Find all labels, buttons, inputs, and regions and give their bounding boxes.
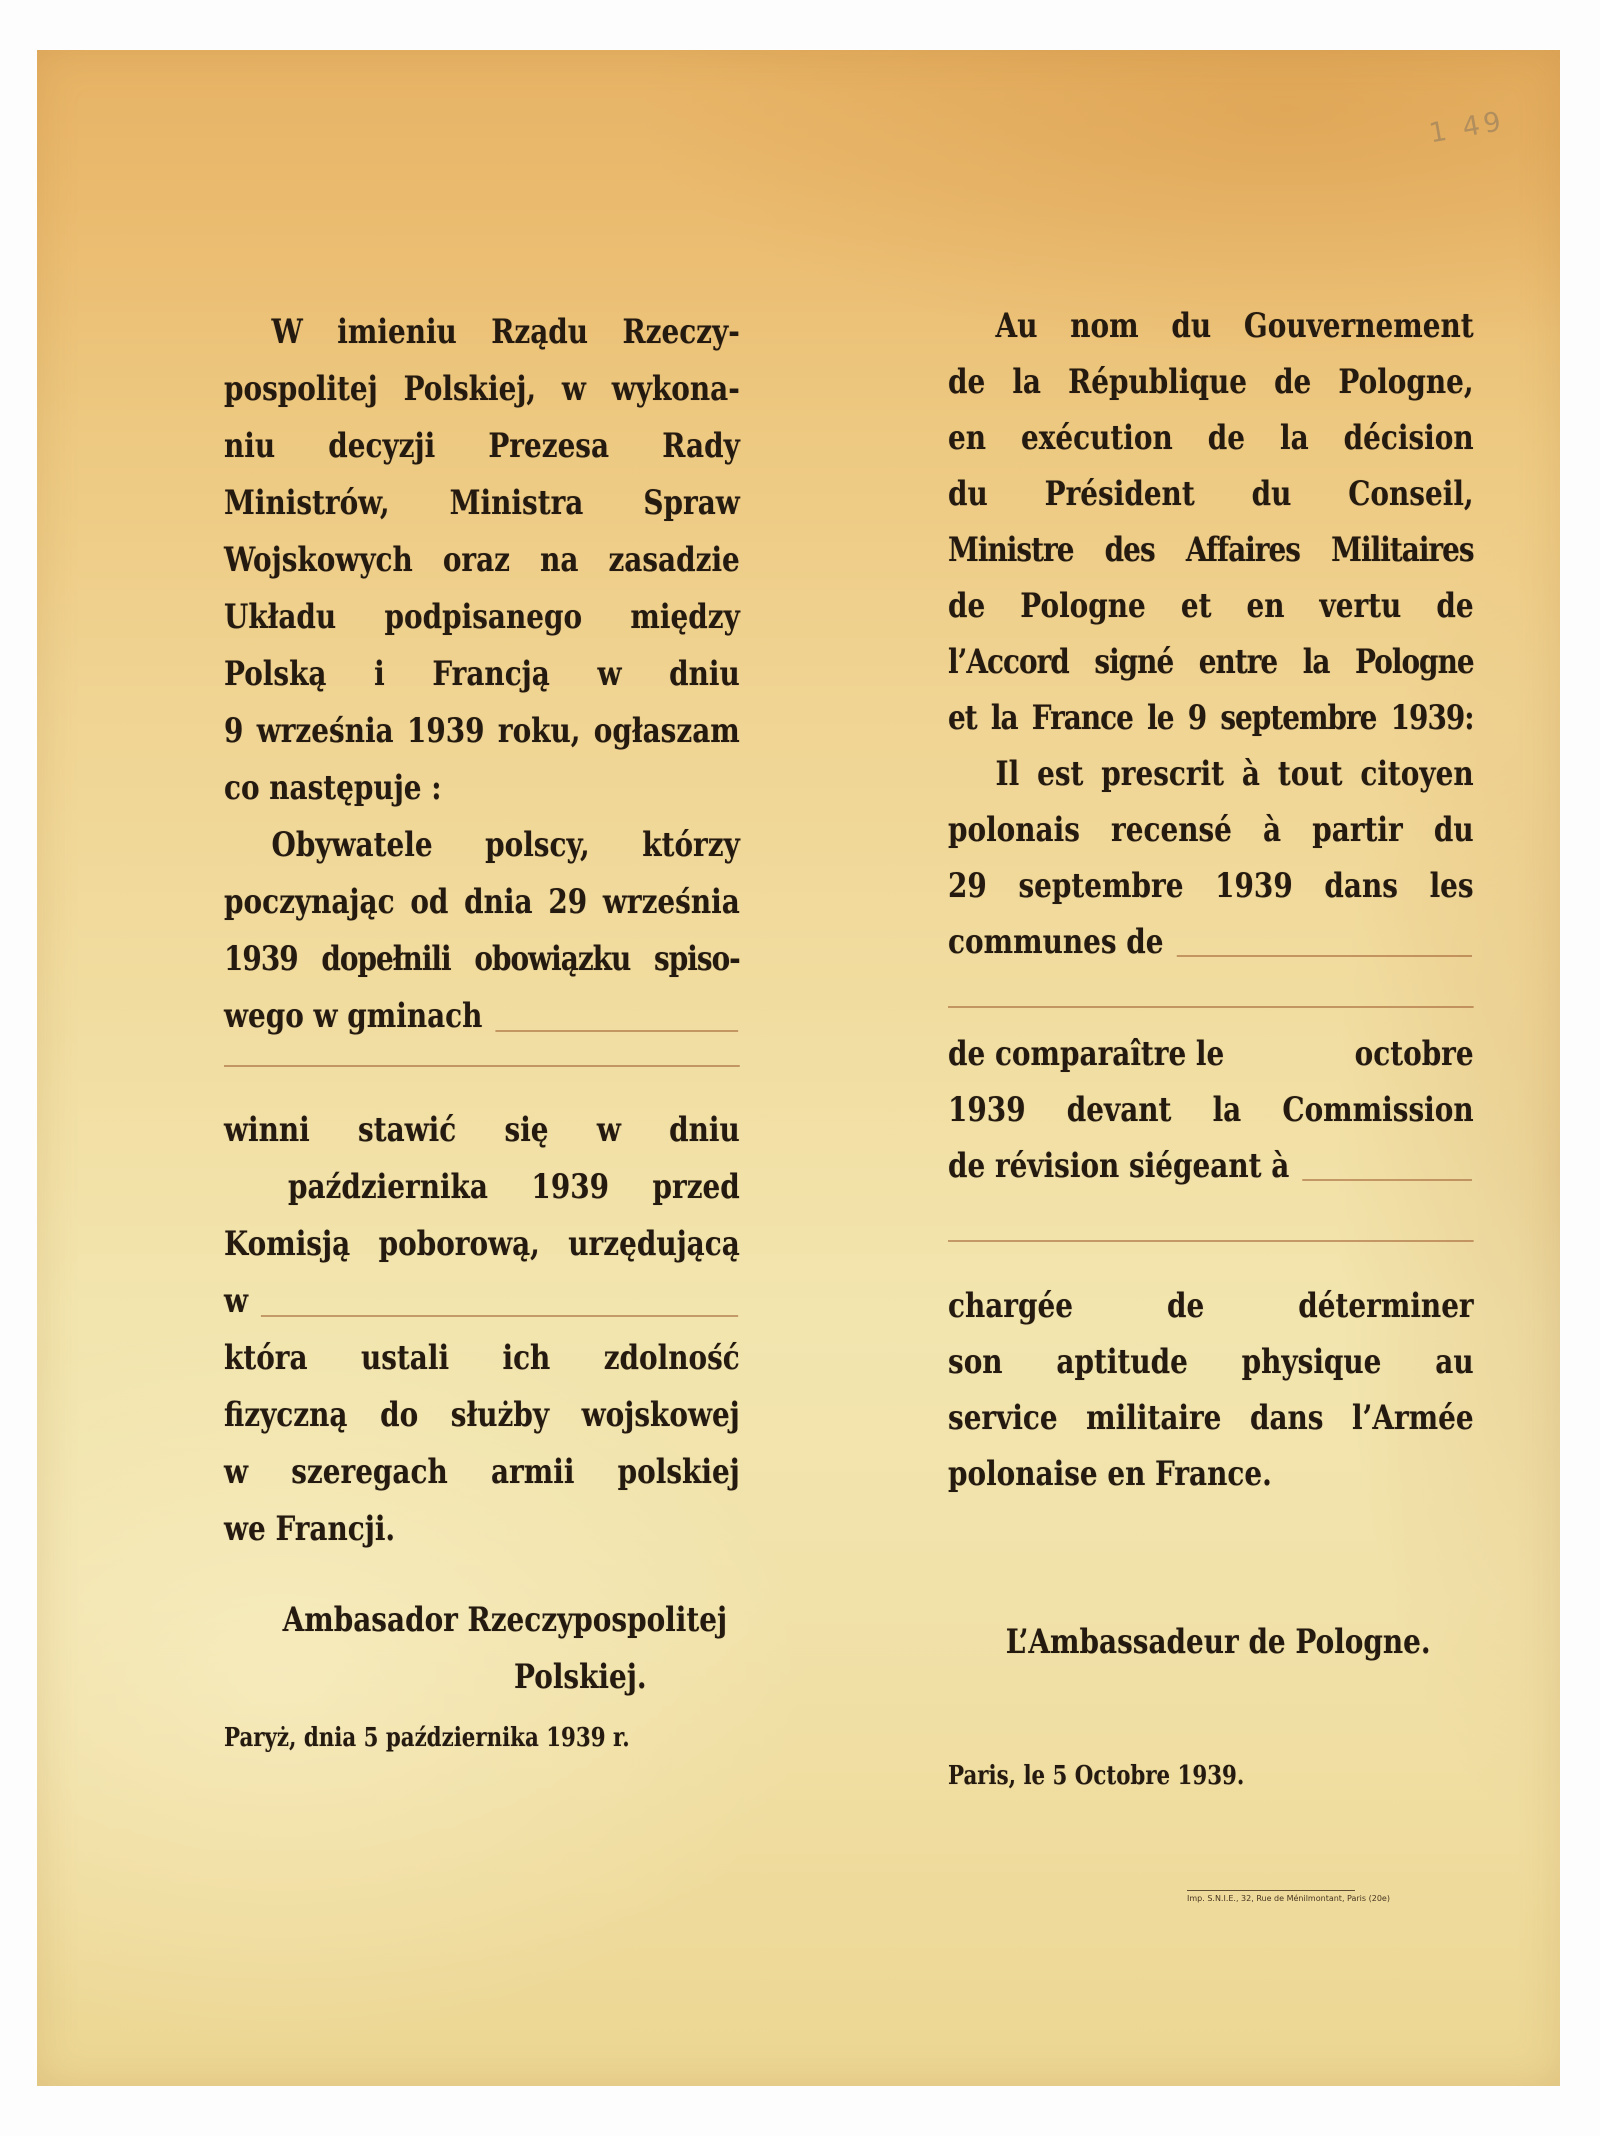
french-line: Au nom du Gouvernement xyxy=(995,306,1474,346)
french-line: Ministre des Affaires Militaires xyxy=(948,530,1474,570)
polish-line: która ustali ich zdolność xyxy=(224,1338,740,1378)
french-line: octobre xyxy=(1354,1034,1474,1074)
french-line: de révision siégeant à xyxy=(948,1146,1290,1186)
polish-line: października 1939 przed xyxy=(287,1167,740,1207)
french-line-with-blank xyxy=(948,914,1474,970)
fill-in-blank xyxy=(224,1065,740,1067)
fill-in-blank xyxy=(1177,955,1472,957)
signature-line: Polskiej. xyxy=(514,1657,647,1697)
polish-line: W imieniu Rządu Rzeczy- xyxy=(271,312,740,352)
polish-dateline: Paryż, dnia 5 października 1939 r. xyxy=(224,1723,630,1753)
polish-line: Ministrów, Ministra Spraw xyxy=(224,483,740,523)
blank-fill-row xyxy=(948,970,1474,1026)
polish-line: poczynając od dnia 29 września xyxy=(224,882,740,922)
polish-line: w xyxy=(224,1281,249,1321)
poster-paper-sheet xyxy=(37,50,1560,2086)
polish-line: fizyczną do służby wojskowej xyxy=(224,1395,740,1435)
french-line: et la France le 9 septembre 1939: xyxy=(948,698,1474,738)
french-signature xyxy=(948,1614,1474,1670)
fill-in-blank xyxy=(496,1030,739,1032)
french-line-with-blank xyxy=(948,1138,1474,1194)
french-line: de comparaître le xyxy=(948,1034,1225,1074)
french-line: 1939 devant la Commission xyxy=(948,1090,1474,1130)
polish-line: Obywatele polscy, którzy xyxy=(271,825,740,865)
blank-fill-row xyxy=(948,1194,1474,1250)
french-line: en exécution de la décision xyxy=(948,418,1474,458)
french-line: son aptitude physique au xyxy=(948,1342,1474,1382)
french-line: chargée de déterminer xyxy=(948,1286,1474,1326)
french-dateline: Paris, le 5 Octobre 1939. xyxy=(948,1761,1245,1791)
polish-line: Układu podpisanego między xyxy=(224,597,740,637)
french-line-with-gap xyxy=(948,1026,1474,1082)
french-line: communes de xyxy=(948,922,1164,962)
polish-line: 9 września 1939 roku, ogłaszam xyxy=(224,711,740,751)
french-column xyxy=(948,298,1474,1794)
french-line: 29 septembre 1939 dans les xyxy=(948,866,1474,906)
polish-line: 1939 dopełnili obowiązku spiso- xyxy=(224,939,740,979)
polish-line: we Francji. xyxy=(224,1509,396,1549)
polish-line: co następuje : xyxy=(224,768,442,808)
polish-line: winni stawić się w dniu xyxy=(224,1110,740,1150)
fill-in-blank xyxy=(261,1315,738,1317)
polish-column xyxy=(224,304,740,1756)
printer-imprint: Imp. S.N.I.E., 32, Rue de Ménilmontant, Paris (20e) xyxy=(1187,1890,1355,1904)
french-line: de la République de Pologne, xyxy=(948,362,1474,402)
fill-in-blank xyxy=(1302,1179,1472,1181)
french-line: service militaire dans l’Armée xyxy=(948,1398,1474,1438)
pencil-annotation: 1 49 xyxy=(1426,105,1508,150)
french-line: polonaise en France. xyxy=(948,1454,1272,1494)
polish-line: w szeregach armii polskiej xyxy=(224,1452,740,1492)
french-line: polonais recensé à partir du xyxy=(948,810,1474,850)
french-line: de Pologne et en vertu de xyxy=(948,586,1474,626)
polish-line: niu decyzji Prezesa Rady xyxy=(224,426,740,466)
polish-line: pospolitej Polskiej, w wykona- xyxy=(224,369,740,409)
polish-line: Komisją poborową, urzędującą xyxy=(224,1224,740,1264)
signature-line: Ambasador Rzeczypospolitej xyxy=(282,1600,728,1640)
blank-fill-row xyxy=(224,1045,740,1102)
french-line: l’Accord signé entre la Pologne xyxy=(948,642,1474,682)
polish-line: Polską i Francją w dniu xyxy=(224,654,740,694)
polish-line-with-blank xyxy=(224,988,740,1045)
fill-in-blank xyxy=(948,1240,1474,1242)
polish-line: wego w gminach xyxy=(224,996,483,1036)
polish-signature xyxy=(224,1592,740,1706)
fill-in-blank xyxy=(948,1006,1474,1008)
polish-line-with-blank xyxy=(224,1273,740,1330)
polish-line: Wojskowych oraz na zasadzie xyxy=(224,540,740,580)
signature-line: L’Ambassadeur de Pologne. xyxy=(1005,1622,1431,1662)
french-line: du Président du Conseil, xyxy=(948,474,1474,514)
french-line: Il est prescrit à tout citoyen xyxy=(995,754,1474,794)
